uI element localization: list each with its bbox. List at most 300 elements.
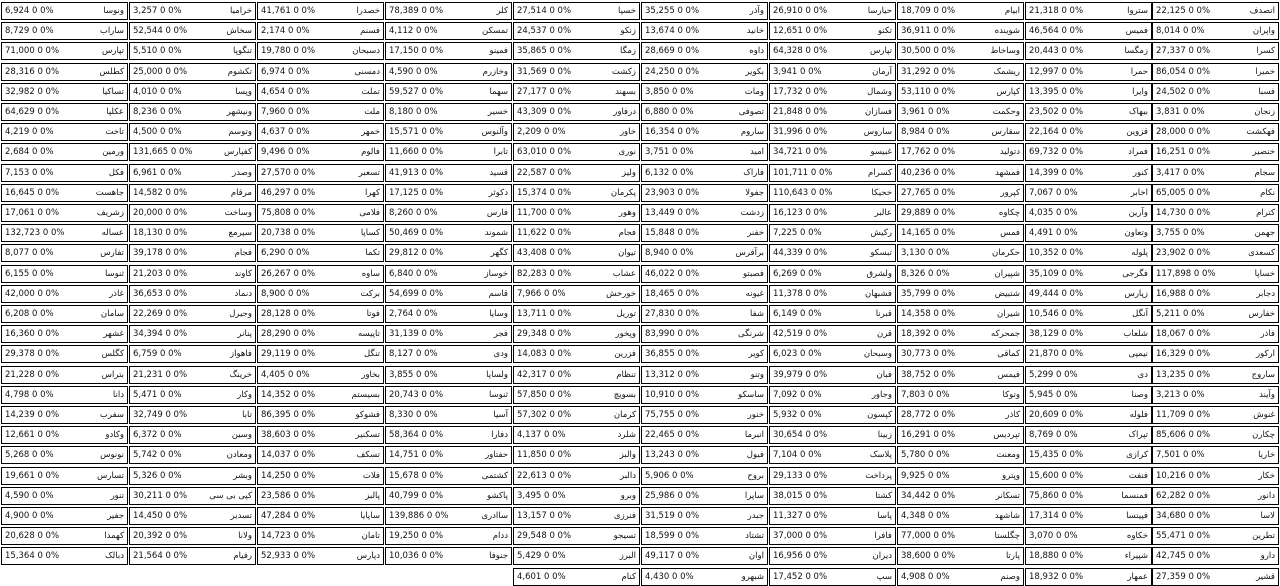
symbol-cell[interactable] — [769, 446, 896, 464]
symbol-cell[interactable] — [513, 547, 640, 565]
symbol-cell[interactable] — [1, 2, 128, 20]
symbol-cell[interactable] — [129, 224, 256, 242]
symbol-cell[interactable] — [897, 305, 1024, 323]
symbol-cell[interactable] — [513, 366, 640, 384]
symbol-cell[interactable] — [1, 42, 128, 60]
symbol-cell[interactable] — [1152, 547, 1279, 565]
symbol-cell[interactable] — [1025, 63, 1152, 81]
symbol-cell[interactable] — [1, 63, 128, 81]
symbol-cell[interactable] — [129, 63, 256, 81]
symbol-cell[interactable] — [1152, 507, 1279, 525]
symbol-cell[interactable] — [129, 42, 256, 60]
symbol-cell[interactable] — [1, 446, 128, 464]
symbol-cell[interactable] — [257, 83, 384, 101]
symbol-cell[interactable] — [1152, 467, 1279, 485]
symbol-cell[interactable] — [897, 527, 1024, 545]
symbol-cell[interactable] — [897, 244, 1024, 262]
symbol-cell[interactable] — [1152, 224, 1279, 242]
symbol-cell[interactable] — [1025, 547, 1152, 565]
symbol-cell[interactable] — [1, 386, 128, 404]
symbol-name: پرداخت — [865, 470, 892, 481]
symbol-cell[interactable] — [769, 204, 896, 222]
symbol-cell[interactable] — [1025, 164, 1152, 182]
symbol-cell[interactable] — [257, 184, 384, 202]
symbol-cell[interactable] — [641, 83, 768, 101]
symbol-cell[interactable] — [1, 103, 128, 121]
symbol-cell[interactable] — [897, 63, 1024, 81]
symbol-cell[interactable] — [769, 487, 896, 505]
symbol-cell[interactable] — [257, 143, 384, 161]
symbol-cell[interactable] — [1, 345, 128, 363]
symbol-cell[interactable] — [257, 265, 384, 283]
symbol-cell[interactable] — [769, 103, 896, 121]
symbol-cell[interactable] — [257, 547, 384, 565]
symbol-cell[interactable] — [897, 22, 1024, 40]
symbol-cell[interactable] — [897, 2, 1024, 20]
symbol-cell[interactable] — [1025, 467, 1152, 485]
symbol-cell[interactable] — [1025, 345, 1152, 363]
symbol-cell[interactable] — [385, 2, 512, 20]
symbol-cell[interactable] — [257, 305, 384, 323]
symbol-cell[interactable] — [641, 507, 768, 525]
symbol-cell[interactable] — [385, 547, 512, 565]
symbol-cell[interactable] — [641, 547, 768, 565]
symbol-cell[interactable] — [257, 345, 384, 363]
symbol-cell[interactable] — [257, 103, 384, 121]
symbol-cell[interactable] — [257, 63, 384, 81]
symbol-cell[interactable] — [1152, 42, 1279, 60]
symbol-cell[interactable] — [257, 2, 384, 20]
symbol-cell[interactable] — [1152, 2, 1279, 20]
symbol-cell[interactable] — [641, 123, 768, 141]
symbol-cell[interactable] — [513, 123, 640, 141]
symbol-cell[interactable] — [1152, 244, 1279, 262]
symbol-cell[interactable] — [641, 42, 768, 60]
symbol-cell[interactable] — [769, 224, 896, 242]
symbol-cell[interactable] — [1, 22, 128, 40]
symbol-cell[interactable] — [1152, 305, 1279, 323]
symbol-cell[interactable] — [769, 123, 896, 141]
symbol-cell[interactable] — [1, 547, 128, 565]
symbol-cell[interactable] — [641, 305, 768, 323]
symbol-cell[interactable] — [513, 164, 640, 182]
symbol-cell[interactable] — [1152, 164, 1279, 182]
symbol-cell[interactable] — [1025, 244, 1152, 262]
symbol-cell[interactable] — [1, 83, 128, 101]
symbol-cell[interactable] — [641, 386, 768, 404]
symbol-cell[interactable] — [385, 143, 512, 161]
symbol-cell[interactable] — [897, 103, 1024, 121]
symbol-cell[interactable] — [129, 406, 256, 424]
symbol-cell[interactable] — [257, 507, 384, 525]
symbol-cell[interactable] — [769, 63, 896, 81]
symbol-cell[interactable] — [641, 2, 768, 20]
symbol-cell[interactable] — [1025, 446, 1152, 464]
symbol-cell[interactable] — [385, 345, 512, 363]
symbol-cell[interactable] — [1152, 426, 1279, 444]
symbol-cell[interactable] — [1, 285, 128, 303]
symbol-cell[interactable] — [769, 406, 896, 424]
symbol-cell[interactable] — [641, 467, 768, 485]
symbol-cell[interactable] — [257, 386, 384, 404]
symbol-cell[interactable] — [769, 426, 896, 444]
symbol-cell[interactable] — [1025, 305, 1152, 323]
symbol-cell[interactable] — [1152, 103, 1279, 121]
symbol-cell[interactable] — [257, 325, 384, 343]
symbol-cell[interactable] — [513, 426, 640, 444]
symbol-cell[interactable] — [1025, 426, 1152, 444]
symbol-cell[interactable] — [257, 204, 384, 222]
symbol-cell[interactable] — [129, 103, 256, 121]
symbol-cell[interactable] — [129, 527, 256, 545]
symbol-cell[interactable] — [1152, 366, 1279, 384]
symbol-cell[interactable] — [257, 366, 384, 384]
symbol-cell[interactable] — [641, 143, 768, 161]
symbol-cell[interactable] — [897, 467, 1024, 485]
symbol-cell[interactable] — [1025, 123, 1152, 141]
symbol-cell[interactable] — [897, 143, 1024, 161]
symbol-cell[interactable] — [1152, 184, 1279, 202]
symbol-cell[interactable] — [769, 547, 896, 565]
symbol-cell[interactable] — [1025, 366, 1152, 384]
symbol-cell[interactable] — [641, 406, 768, 424]
symbol-cell[interactable] — [513, 285, 640, 303]
symbol-cell[interactable] — [769, 22, 896, 40]
symbol-cell[interactable] — [641, 487, 768, 505]
symbol-cell[interactable] — [897, 83, 1024, 101]
symbol-cell[interactable] — [641, 63, 768, 81]
symbol-cell[interactable] — [897, 42, 1024, 60]
symbol-cell[interactable] — [1025, 265, 1152, 283]
symbol-cell[interactable] — [129, 164, 256, 182]
symbol-cell[interactable] — [129, 426, 256, 444]
symbol-cell[interactable] — [129, 547, 256, 565]
symbol-cell[interactable] — [1025, 143, 1152, 161]
symbol-cell[interactable] — [513, 22, 640, 40]
symbol-cell[interactable] — [1, 527, 128, 545]
symbol-cell[interactable] — [641, 426, 768, 444]
symbol-cell[interactable] — [385, 446, 512, 464]
symbol-cell[interactable] — [641, 345, 768, 363]
symbol-cell[interactable] — [1, 244, 128, 262]
symbol-cell[interactable] — [769, 467, 896, 485]
symbol-cell[interactable] — [513, 2, 640, 20]
symbol-cell[interactable] — [513, 305, 640, 323]
symbol-cell[interactable] — [897, 406, 1024, 424]
symbol-value: 13,395 0 0% — [1029, 86, 1084, 97]
symbol-cell[interactable] — [641, 568, 768, 586]
symbol-cell[interactable] — [385, 244, 512, 262]
symbol-cell[interactable] — [1, 366, 128, 384]
symbol-cell[interactable] — [641, 244, 768, 262]
symbol-cell[interactable] — [897, 265, 1024, 283]
symbol-cell[interactable] — [129, 123, 256, 141]
symbol-cell[interactable] — [1025, 204, 1152, 222]
symbol-name: کشتا — [875, 490, 892, 501]
symbol-cell[interactable] — [1025, 507, 1152, 525]
symbol-cell[interactable] — [641, 366, 768, 384]
symbol-cell[interactable] — [1, 265, 128, 283]
symbol-cell[interactable] — [129, 305, 256, 323]
symbol-cell[interactable] — [1, 305, 128, 323]
symbol-cell[interactable] — [385, 366, 512, 384]
symbol-cell[interactable] — [385, 305, 512, 323]
symbol-cell[interactable] — [897, 345, 1024, 363]
symbol-cell[interactable] — [129, 366, 256, 384]
symbol-cell[interactable] — [1025, 285, 1152, 303]
symbol-cell[interactable] — [641, 184, 768, 202]
symbol-cell[interactable] — [513, 487, 640, 505]
symbol-cell[interactable] — [1, 487, 128, 505]
symbol-cell[interactable] — [1, 325, 128, 343]
symbol-cell[interactable] — [385, 42, 512, 60]
symbol-cell[interactable] — [257, 426, 384, 444]
symbol-cell[interactable] — [1152, 22, 1279, 40]
symbol-cell[interactable] — [385, 467, 512, 485]
symbol-cell[interactable] — [769, 244, 896, 262]
symbol-cell[interactable] — [1, 164, 128, 182]
symbol-cell[interactable] — [129, 345, 256, 363]
symbol-cell[interactable] — [897, 123, 1024, 141]
symbol-cell[interactable] — [257, 42, 384, 60]
symbol-cell[interactable] — [1152, 63, 1279, 81]
symbol-cell[interactable] — [1152, 325, 1279, 343]
symbol-cell[interactable] — [385, 527, 512, 545]
symbol-cell[interactable] — [1025, 2, 1152, 20]
symbol-cell[interactable] — [641, 164, 768, 182]
symbol-cell[interactable] — [1, 224, 128, 242]
symbol-cell[interactable] — [257, 527, 384, 545]
symbol-cell[interactable] — [513, 184, 640, 202]
symbol-cell[interactable] — [129, 244, 256, 262]
symbol-cell[interactable] — [1, 467, 128, 485]
symbol-cell[interactable] — [1, 204, 128, 222]
symbol-cell[interactable] — [129, 22, 256, 40]
symbol-cell[interactable] — [1152, 487, 1279, 505]
symbol-cell[interactable] — [769, 83, 896, 101]
symbol-cell[interactable] — [129, 467, 256, 485]
symbol-cell[interactable] — [1152, 204, 1279, 222]
symbol-cell[interactable] — [257, 406, 384, 424]
symbol-cell[interactable] — [897, 386, 1024, 404]
symbol-cell[interactable] — [385, 103, 512, 121]
symbol-cell[interactable] — [769, 527, 896, 545]
symbol-cell[interactable] — [513, 406, 640, 424]
symbol-cell[interactable] — [257, 446, 384, 464]
symbol-cell[interactable] — [513, 103, 640, 121]
symbol-cell[interactable] — [129, 2, 256, 20]
symbol-cell[interactable] — [769, 507, 896, 525]
symbol-cell[interactable] — [129, 507, 256, 525]
symbol-cell[interactable] — [257, 285, 384, 303]
symbol-cell[interactable] — [513, 42, 640, 60]
symbol-cell[interactable] — [1152, 143, 1279, 161]
symbol-cell[interactable] — [257, 467, 384, 485]
symbol-cell[interactable] — [641, 22, 768, 40]
symbol-cell[interactable] — [129, 83, 256, 101]
symbol-cell[interactable] — [769, 143, 896, 161]
symbol-cell[interactable] — [513, 143, 640, 161]
symbol-cell[interactable] — [1152, 446, 1279, 464]
symbol-cell[interactable] — [1152, 265, 1279, 283]
symbol-cell[interactable] — [385, 487, 512, 505]
symbol-value: 55,471 0 0% — [1156, 531, 1211, 542]
symbol-cell[interactable] — [1152, 345, 1279, 363]
symbol-value: 9,925 0 0% — [901, 470, 950, 481]
symbol-cell[interactable] — [1, 143, 128, 161]
symbol-cell[interactable] — [897, 325, 1024, 343]
symbol-cell[interactable] — [513, 568, 640, 586]
symbol-cell[interactable] — [769, 2, 896, 20]
symbol-cell[interactable] — [769, 568, 896, 586]
symbol-value: 46,022 0 0% — [645, 268, 700, 279]
symbol-name: کهمدا — [104, 531, 124, 542]
symbol-cell[interactable] — [129, 386, 256, 404]
symbol-cell[interactable] — [385, 63, 512, 81]
symbol-cell[interactable] — [513, 63, 640, 81]
symbol-cell[interactable] — [641, 204, 768, 222]
symbol-cell[interactable] — [1025, 224, 1152, 242]
symbol-cell[interactable] — [897, 446, 1024, 464]
symbol-cell[interactable] — [897, 568, 1024, 586]
symbol-name: خرامیا — [229, 6, 252, 16]
symbol-cell[interactable] — [513, 345, 640, 363]
symbol-cell[interactable] — [385, 224, 512, 242]
symbol-cell[interactable] — [1, 123, 128, 141]
symbol-cell[interactable] — [1025, 83, 1152, 101]
symbol-cell[interactable] — [641, 285, 768, 303]
symbol-cell[interactable] — [257, 487, 384, 505]
symbol-cell[interactable] — [129, 184, 256, 202]
symbol-cell[interactable] — [385, 22, 512, 40]
symbol-cell[interactable] — [129, 265, 256, 283]
symbol-cell[interactable] — [385, 123, 512, 141]
symbol-cell[interactable] — [897, 184, 1024, 202]
symbol-cell[interactable] — [769, 265, 896, 283]
symbol-cell[interactable] — [385, 83, 512, 101]
symbol-cell[interactable] — [129, 325, 256, 343]
symbol-cell[interactable] — [257, 164, 384, 182]
symbol-cell[interactable] — [1152, 83, 1279, 101]
symbol-cell[interactable] — [385, 507, 512, 525]
symbol-cell[interactable] — [385, 184, 512, 202]
symbol-cell[interactable] — [897, 164, 1024, 182]
symbol-cell[interactable] — [513, 204, 640, 222]
symbol-cell[interactable] — [513, 507, 640, 525]
symbol-name: خکاوه — [1126, 531, 1148, 542]
symbol-cell[interactable] — [769, 345, 896, 363]
symbol-name: ونیشهر — [226, 107, 252, 117]
symbol-cell[interactable] — [385, 386, 512, 404]
symbol-cell[interactable] — [1152, 568, 1279, 586]
symbol-cell[interactable] — [385, 325, 512, 343]
symbol-cell[interactable] — [641, 224, 768, 242]
symbol-cell[interactable] — [257, 123, 384, 141]
symbol-cell[interactable] — [513, 446, 640, 464]
symbol-cell[interactable] — [1025, 103, 1152, 121]
symbol-cell[interactable] — [897, 547, 1024, 565]
symbol-cell[interactable] — [897, 426, 1024, 444]
symbol-cell[interactable] — [1, 184, 128, 202]
symbol-cell[interactable] — [513, 224, 640, 242]
symbol-cell[interactable] — [641, 325, 768, 343]
symbol-cell[interactable] — [1152, 527, 1279, 545]
symbol-cell[interactable] — [897, 507, 1024, 525]
symbol-cell[interactable] — [513, 325, 640, 343]
symbol-cell[interactable] — [257, 22, 384, 40]
symbol-cell[interactable] — [769, 325, 896, 343]
symbol-cell[interactable] — [769, 305, 896, 323]
symbol-cell[interactable] — [897, 285, 1024, 303]
symbol-cell[interactable] — [1, 507, 128, 525]
symbol-cell[interactable] — [769, 285, 896, 303]
symbol-cell[interactable] — [769, 184, 896, 202]
symbol-name: ارکور — [1255, 349, 1275, 360]
symbol-cell[interactable] — [129, 143, 256, 161]
symbol-cell[interactable] — [897, 487, 1024, 505]
symbol-cell[interactable] — [385, 204, 512, 222]
symbol-cell[interactable] — [1152, 406, 1279, 424]
symbol-cell[interactable] — [897, 366, 1024, 384]
symbol-cell[interactable] — [1025, 406, 1152, 424]
symbol-cell[interactable] — [641, 446, 768, 464]
symbol-cell[interactable] — [897, 224, 1024, 242]
symbol-name: خفارس — [1248, 309, 1275, 319]
symbol-cell[interactable] — [385, 285, 512, 303]
symbol-cell[interactable] — [1025, 568, 1152, 586]
symbol-cell[interactable] — [1025, 42, 1152, 60]
symbol-cell[interactable] — [769, 164, 896, 182]
symbol-cell[interactable] — [129, 446, 256, 464]
symbol-cell[interactable] — [897, 204, 1024, 222]
symbol-cell[interactable] — [513, 83, 640, 101]
symbol-cell[interactable] — [513, 265, 640, 283]
symbol-cell[interactable] — [257, 244, 384, 262]
symbol-cell[interactable] — [385, 406, 512, 424]
symbol-cell[interactable] — [1025, 527, 1152, 545]
symbol-cell[interactable] — [1152, 285, 1279, 303]
symbol-cell[interactable] — [385, 164, 512, 182]
symbol-cell[interactable] — [513, 467, 640, 485]
symbol-cell[interactable] — [1152, 386, 1279, 404]
symbol-cell[interactable] — [513, 244, 640, 262]
symbol-cell[interactable] — [385, 265, 512, 283]
symbol-cell[interactable] — [641, 103, 768, 121]
symbol-value: 38,129 0 0% — [1029, 329, 1084, 340]
symbol-cell[interactable] — [769, 42, 896, 60]
symbol-cell[interactable] — [1, 426, 128, 444]
symbol-cell[interactable] — [769, 386, 896, 404]
symbol-cell[interactable] — [257, 224, 384, 242]
symbol-cell[interactable] — [1025, 325, 1152, 343]
symbol-cell[interactable] — [1025, 386, 1152, 404]
symbol-cell[interactable] — [1, 406, 128, 424]
symbol-cell[interactable] — [513, 386, 640, 404]
symbol-cell[interactable] — [1152, 123, 1279, 141]
symbol-cell[interactable] — [769, 366, 896, 384]
symbol-cell[interactable] — [641, 265, 768, 283]
symbol-cell[interactable] — [129, 204, 256, 222]
symbol-cell[interactable] — [385, 426, 512, 444]
symbol-cell[interactable] — [129, 285, 256, 303]
symbol-cell[interactable] — [513, 527, 640, 545]
symbol-cell[interactable] — [1025, 184, 1152, 202]
symbol-cell[interactable] — [1025, 487, 1152, 505]
symbol-cell[interactable] — [129, 487, 256, 505]
symbol-name: قزوین — [1126, 127, 1148, 138]
symbol-cell[interactable] — [1025, 22, 1152, 40]
symbol-cell[interactable] — [641, 527, 768, 545]
